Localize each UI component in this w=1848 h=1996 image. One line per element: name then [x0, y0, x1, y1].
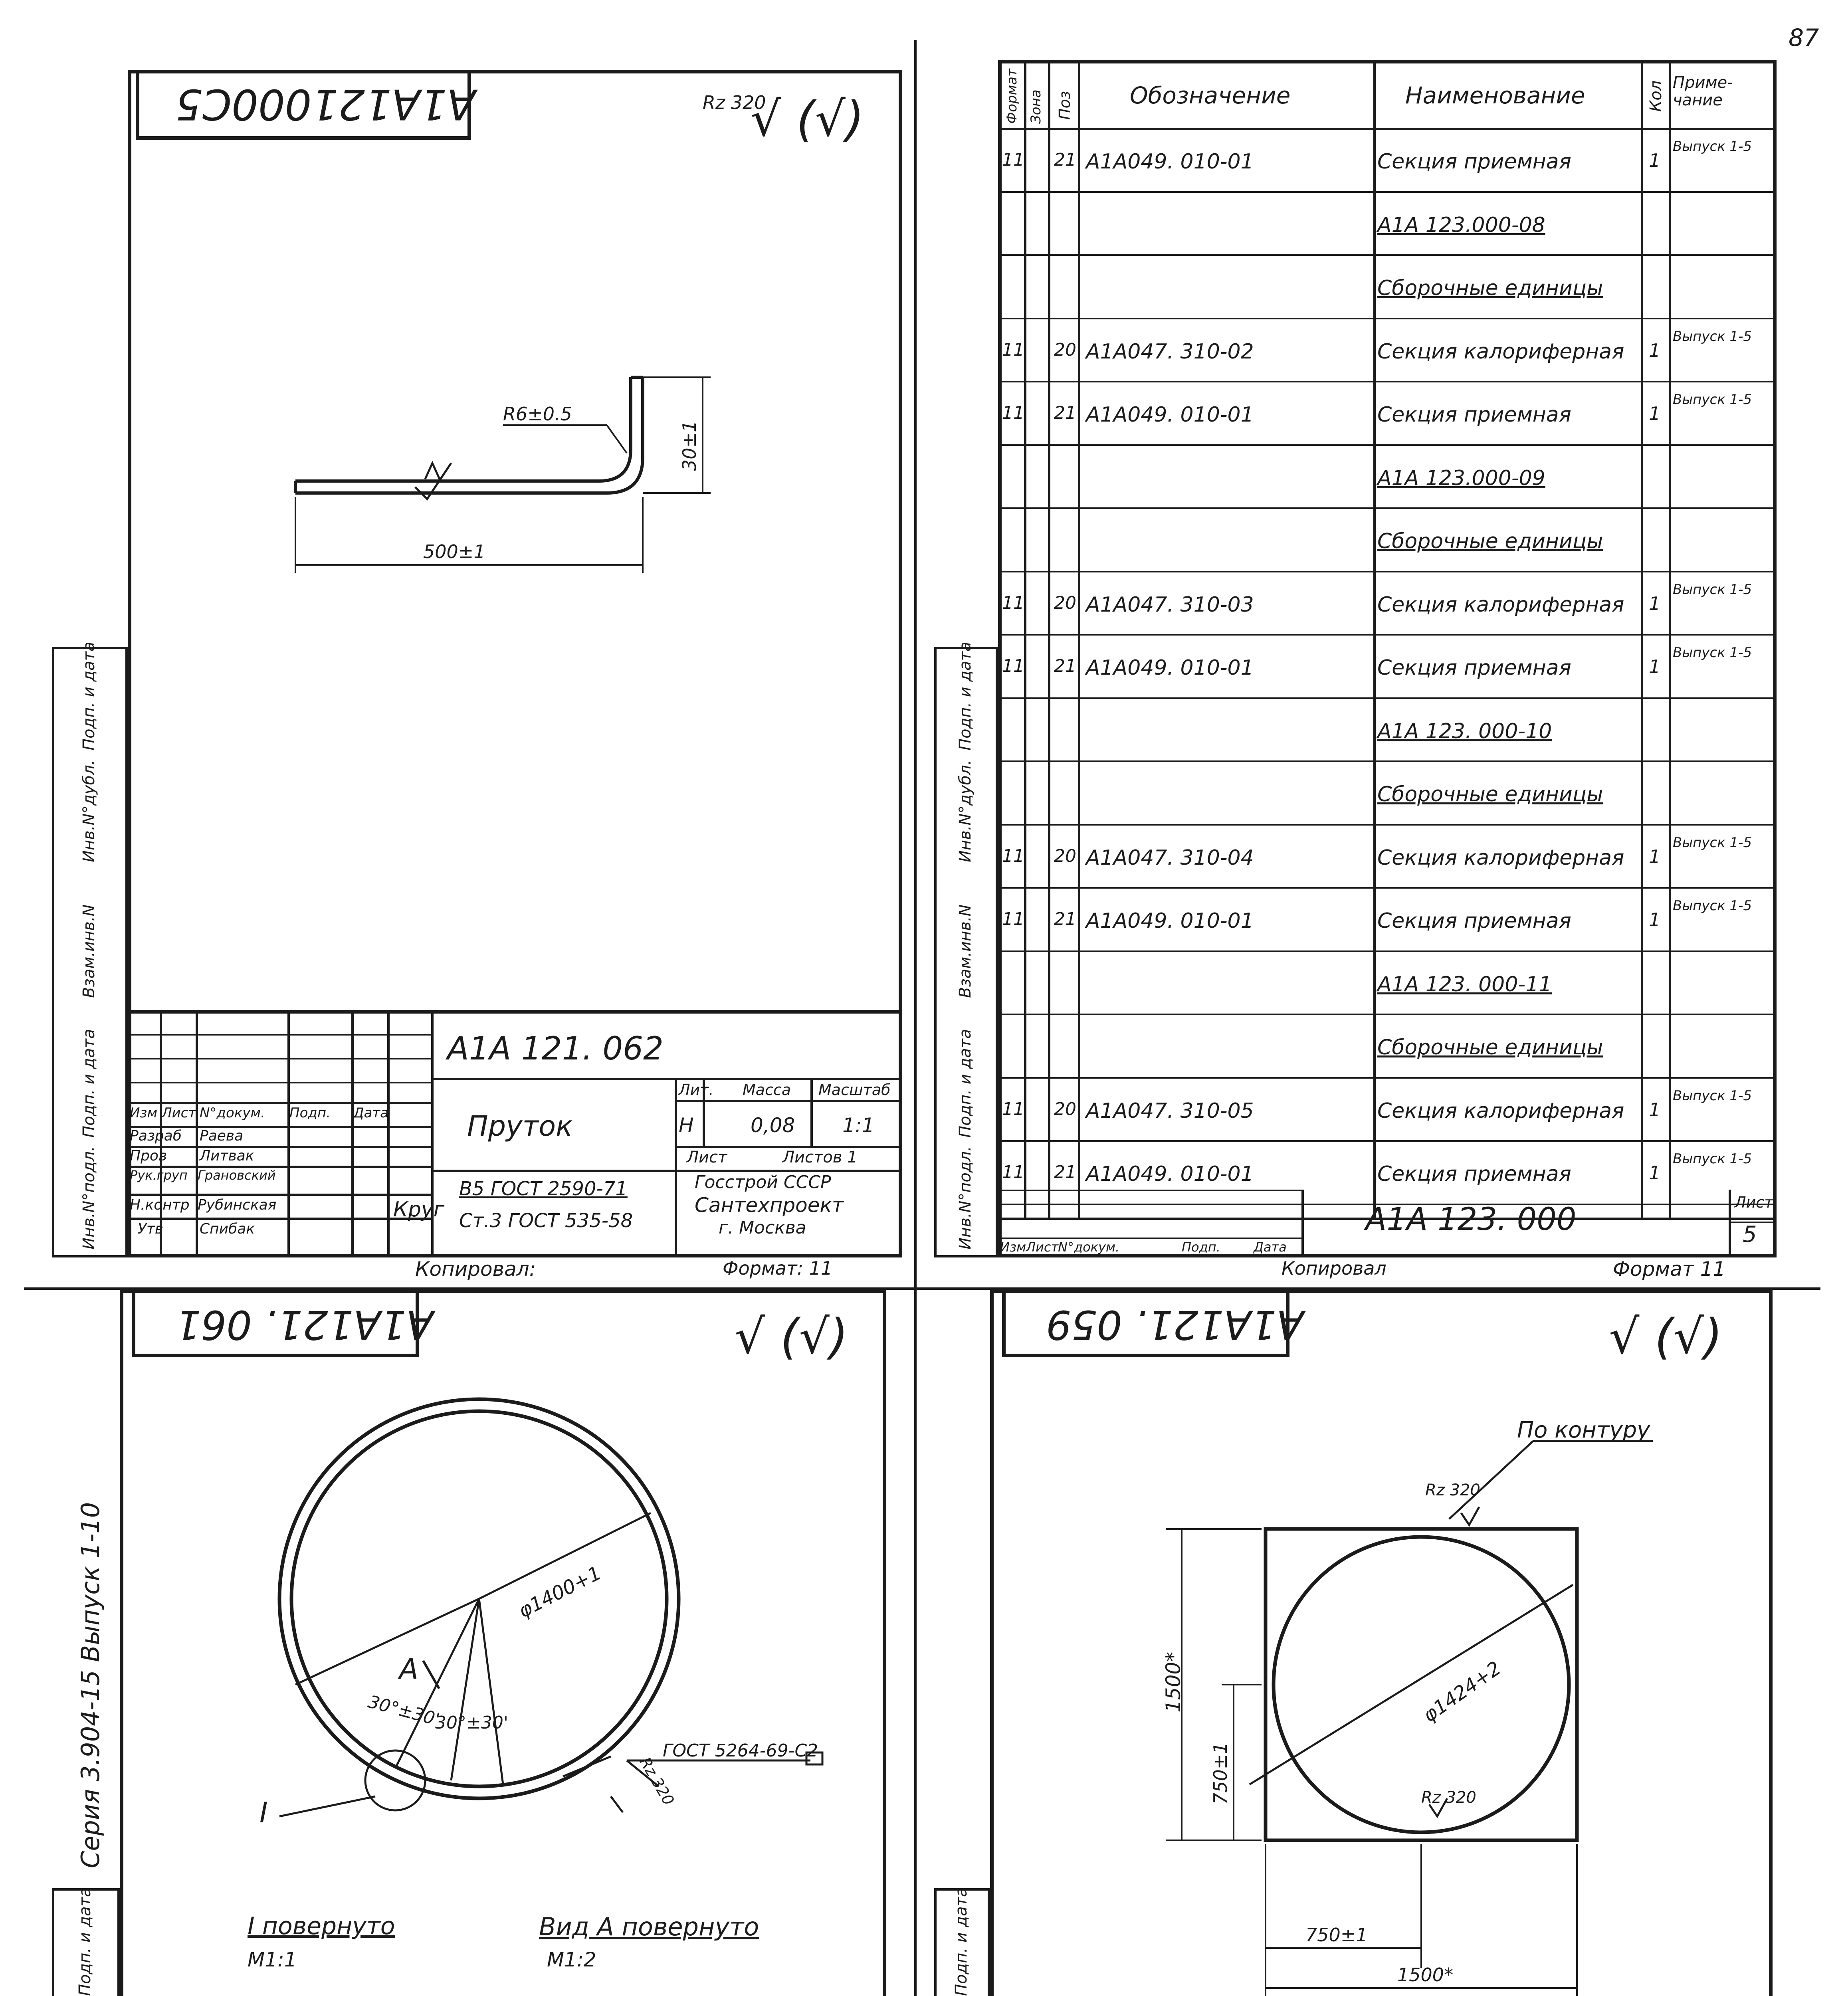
q2-cell-format: 11	[1002, 403, 1024, 423]
q2-cell-format: 11	[1002, 150, 1024, 170]
q2-cell-name: Сборочные единицы	[1377, 529, 1603, 553]
q2-cell-name: Секция приемная	[1377, 909, 1571, 933]
q2-side-4: Инв.N°дубл.	[956, 760, 975, 862]
q1-org-2: Сантехпроект	[695, 1194, 844, 1217]
q1-scale: 1:1	[842, 1114, 875, 1137]
q1-height-label: 30±1	[679, 420, 700, 471]
q2-side-1: Инв.N°подл.	[956, 1146, 975, 1249]
q4-rz-in: Rz 320	[1421, 1788, 1476, 1807]
q2-cell-code: А1А049. 010-01	[1086, 656, 1254, 680]
q4-contour: По контуру	[1517, 1417, 1650, 1443]
q2-cell-pos: 21	[1054, 403, 1076, 423]
q2-hdr-format: Формат	[1004, 69, 1020, 124]
q2-hdr-note: Приме-чание	[1673, 73, 1733, 109]
q2-footer-list: Лист	[1026, 1240, 1059, 1255]
q1-rz-label: Rz 320	[703, 92, 766, 113]
q2-row-line	[998, 1140, 1777, 1142]
q2-cell-name: Секция калориферная	[1377, 846, 1624, 870]
q1-role-2: Пров	[130, 1148, 167, 1164]
q2-row-line	[998, 887, 1777, 889]
q1-material-1: Круг	[393, 1198, 445, 1222]
q1-name-2: Литвак	[200, 1148, 254, 1164]
q1-copy: Копировал:	[415, 1257, 536, 1281]
q2-cell-format: 11	[1002, 656, 1024, 676]
q2-cell-format: 11	[1002, 339, 1024, 360]
q1-lit: Н	[679, 1114, 694, 1137]
q2-row-line	[998, 318, 1777, 319]
q2-cell-name: Секция приемная	[1377, 656, 1571, 680]
q4-rz-top: Rz 320	[1425, 1481, 1480, 1499]
q3-detail-title: I повернуто	[248, 1912, 395, 1940]
q2-cell-name: Секция приемная	[1377, 150, 1571, 174]
q3-view-scale: М1:2	[547, 1948, 596, 1971]
q4-side-5: Подп. и дата	[952, 1887, 971, 1996]
q3-view-title: Вид А повернуто	[539, 1912, 759, 1941]
q2-cell-name: А1А 123.000-09	[1377, 466, 1545, 490]
q2-cell-code: А1А049. 010-01	[1086, 403, 1254, 427]
q2-cell-qty: 1	[1649, 403, 1661, 424]
q2-cell-name: А1А 123.000-08	[1377, 213, 1545, 237]
q2-cell-pos: 21	[1054, 909, 1076, 929]
q2-hdr-pos: Поз	[1056, 91, 1074, 120]
q3-roughness-mark: √ (√)	[735, 1309, 848, 1365]
q2-hdr-code: Обозначение	[1130, 82, 1291, 109]
q1-stamp-text: А1А121000С5	[176, 80, 476, 129]
q1-lit-label: Лит.	[679, 1081, 714, 1099]
q2-cell-qty: 1	[1649, 592, 1661, 614]
q2-cell-note: Выпуск 1-5	[1673, 392, 1752, 408]
q2-footer-date: Дата	[1254, 1240, 1287, 1255]
q2-footer-izm: Изм	[1000, 1240, 1026, 1255]
q2-row-line	[998, 634, 1777, 636]
q2-cell-note: Выпуск 1-5	[1673, 1087, 1752, 1104]
q2-row-line	[998, 950, 1777, 952]
q1-material-3: Ст.3 ГОСТ 535-58	[459, 1210, 633, 1232]
q1-roughness-mark: √ (√)	[751, 92, 864, 147]
q1-sheet-label: Лист	[687, 1148, 727, 1166]
q2-footer-sign: Подп.	[1182, 1240, 1220, 1255]
q1-org-3: г. Москва	[719, 1218, 806, 1238]
q2-cell-format: 11	[1002, 846, 1024, 866]
q2-hdr-qty: Кол	[1647, 80, 1665, 112]
q3-angle-2: 30°±30'	[435, 1713, 508, 1733]
q2-cell-pos: 21	[1054, 150, 1076, 170]
q4-width: 1500*	[1397, 1964, 1454, 1986]
q2-cell-name: Секция калориферная	[1377, 592, 1624, 617]
q2-cell-pos: 20	[1054, 846, 1076, 866]
q1-side-3: Взам.инв.N	[80, 904, 98, 998]
q2-row-line	[998, 697, 1777, 699]
q2-hdr-name: Наименование	[1405, 82, 1585, 109]
q3-rz: Rz 320	[636, 1754, 678, 1808]
q1-side-1: Инв.N°подл.	[80, 1146, 98, 1249]
q2-hdr-zone: Зона	[1028, 89, 1044, 124]
q1-role-5: Утв	[138, 1221, 164, 1237]
q1-hdr-date: Дата	[353, 1105, 389, 1121]
q2-row-line	[998, 507, 1777, 509]
q4-diameter: φ1424+2	[1419, 1657, 1505, 1727]
q3-diameter: φ1400+1	[515, 1562, 605, 1622]
q2-cell-note: Выпуск 1-5	[1673, 645, 1752, 661]
q2-cell-format: 11	[1002, 1162, 1024, 1182]
q2-format: Формат 11	[1613, 1257, 1726, 1281]
q4-stamp-text: А1А121. 059	[1046, 1301, 1304, 1348]
q4-drawing	[990, 1289, 1773, 1996]
q2-cell-pos: 20	[1054, 592, 1076, 613]
q1-hdr-sign: Подп.	[289, 1105, 331, 1121]
q2-cell-note: Выпуск 1-5	[1673, 328, 1752, 345]
q1-name-5: Спибак	[200, 1221, 255, 1237]
q2-cell-code: А1А047. 310-04	[1086, 846, 1254, 870]
q2-footer-code: А1А 123. 000	[1365, 1202, 1577, 1238]
q1-role-3: Рук.груп	[130, 1168, 188, 1183]
q2-cell-pos: 21	[1054, 1162, 1076, 1182]
q3-detail-scale: М1:1	[248, 1948, 297, 1971]
q2-side-2: Подп. и дата	[956, 1029, 975, 1138]
q1-scale-label: Масштаб	[818, 1081, 891, 1099]
q1-side-4: Инв.N°дубл.	[80, 760, 98, 862]
q2-footer-sheet: 5	[1743, 1222, 1757, 1248]
q2-cell-code: А1А049. 010-01	[1086, 150, 1254, 174]
q1-radius-label: R6±0.5	[503, 403, 572, 425]
q1-hdr-izm: Изм	[130, 1105, 158, 1121]
q2-cell-pos: 20	[1054, 1099, 1076, 1119]
q2-cell-note: Выпуск 1-5	[1673, 581, 1752, 598]
q2-cell-qty: 1	[1649, 1162, 1661, 1184]
q2-row-line	[998, 571, 1777, 572]
q2-footer-doc: N°докум.	[1058, 1240, 1120, 1255]
q3-angle-1: 30°±30'	[366, 1691, 442, 1730]
q3-stamp-text: А1А121. 061	[176, 1301, 434, 1348]
q1-hdr-list: Лист	[162, 1105, 196, 1121]
q1-sheets-label: Листов 1	[782, 1148, 858, 1166]
q2-cell-note: Выпуск 1-5	[1673, 1151, 1752, 1167]
q2-footer-sheet-label: Лист	[1735, 1194, 1773, 1211]
q3-detail-mark: I	[259, 1796, 268, 1829]
q3-side-5: Подп. и дата	[76, 1887, 94, 1996]
q1-side-2: Подп. и дата	[80, 1029, 98, 1138]
q4-half-width: 750±1	[1305, 1924, 1368, 1946]
q2-cell-name: Секция калориферная	[1377, 1099, 1624, 1123]
q2-cell-note: Выпуск 1-5	[1673, 834, 1752, 851]
q1-name-1: Раева	[200, 1128, 244, 1144]
q2-row-line	[998, 760, 1777, 762]
q2-cell-name: Сборочные единицы	[1377, 782, 1603, 806]
q2-cell-name: Секция приемная	[1377, 1162, 1571, 1186]
q2-cell-qty: 1	[1649, 656, 1661, 677]
q2-side-3: Взам.инв.N	[956, 904, 975, 998]
q2-cell-code: А1А047. 310-03	[1086, 592, 1254, 617]
q2-cell-qty: 1	[1649, 339, 1661, 361]
q1-role-1: Разраб	[130, 1128, 182, 1144]
q2-cell-note: Выпуск 1-5	[1673, 898, 1752, 914]
q2-copy: Копировал	[1282, 1257, 1386, 1279]
q2-cell-pos: 20	[1054, 339, 1076, 360]
q1-mass: 0,08	[751, 1114, 795, 1137]
q3-series: Серия 3.904-15 Выпуск 1-10	[76, 1502, 105, 1868]
q2-cell-name: Сборочные единицы	[1377, 276, 1603, 300]
q2-cell-name: А1А 123. 000-11	[1377, 972, 1552, 996]
q2-cell-code: А1А049. 010-01	[1086, 1162, 1254, 1186]
q2-cell-name: Сборочные единицы	[1377, 1036, 1603, 1059]
q2-cell-code: А1А047. 310-02	[1086, 339, 1254, 364]
q2-row-line	[998, 254, 1777, 256]
q2-row-line	[998, 381, 1777, 382]
q2-cell-note: Выпуск 1-5	[1673, 139, 1752, 154]
q3-drawing	[120, 1289, 886, 1996]
q1-org-1: Госстрой СССР	[695, 1172, 831, 1192]
q4-height: 1500*	[1162, 1651, 1185, 1713]
q2-cell-code: А1А047. 310-05	[1086, 1099, 1254, 1123]
q4-half-height: 750±1	[1210, 1742, 1231, 1804]
q1-format: Формат: 11	[723, 1257, 833, 1279]
q2-cell-format: 11	[1002, 592, 1024, 613]
q1-role-4: Н.контр	[130, 1197, 190, 1213]
q2-row-line	[998, 1014, 1777, 1015]
q1-name-3: Грановский	[198, 1168, 276, 1183]
q2-row-line	[998, 191, 1777, 193]
q2-cell-name: Секция калориферная	[1377, 339, 1624, 364]
q1-hdr-doc: N°докум.	[200, 1105, 265, 1121]
q2-row-line	[998, 1077, 1777, 1079]
page-number: 87	[1789, 24, 1819, 52]
q2-cell-pos: 21	[1054, 656, 1076, 676]
q3-gost: ГОСТ 5264-69-С2	[663, 1741, 818, 1761]
q2-side-5: Подп. и дата	[956, 642, 975, 750]
q1-mass-label: Масса	[743, 1081, 791, 1099]
q1-length-label: 500±1	[423, 541, 485, 562]
q2-row-line	[998, 444, 1777, 446]
q2-cell-qty: 1	[1649, 909, 1661, 931]
q2-cell-format: 11	[1002, 909, 1024, 929]
q1-material-2: B5 ГОСТ 2590-71	[459, 1178, 628, 1200]
q2-cell-code: А1А049. 010-01	[1086, 909, 1254, 933]
q2-cell-name: Секция приемная	[1377, 403, 1571, 427]
q2-cell-format: 11	[1002, 1099, 1024, 1119]
q4-roughness-mark: √ (√)	[1609, 1309, 1723, 1365]
q1-code: А1А 121. 062	[447, 1030, 664, 1067]
q1-drawing	[128, 70, 902, 1028]
q2-row-line	[998, 824, 1777, 826]
q2-cell-qty: 1	[1649, 150, 1661, 171]
q1-side-5: Подп. и дата	[80, 642, 98, 750]
q2-cell-qty: 1	[1649, 846, 1661, 867]
q2-cell-qty: 1	[1649, 1099, 1661, 1121]
q1-name: Пруток	[467, 1110, 573, 1143]
q3-view-letter: А	[399, 1653, 418, 1685]
q1-name-4: Рубинская	[198, 1197, 277, 1213]
q2-cell-name: А1А 123. 000-10	[1377, 719, 1552, 743]
